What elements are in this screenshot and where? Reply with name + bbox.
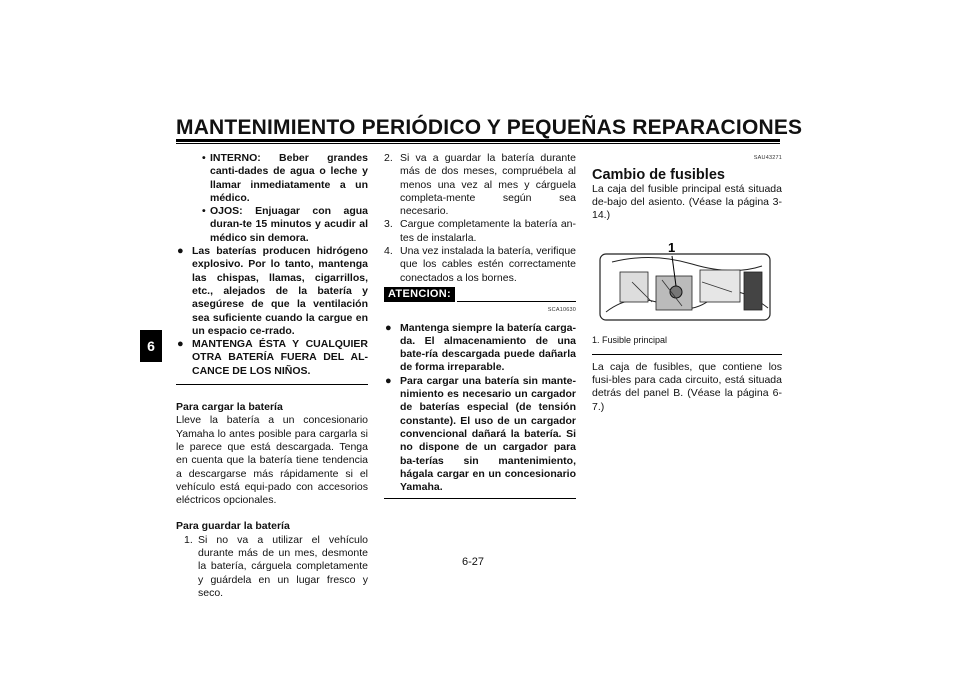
- subheading: Para cargar la batería: [176, 401, 283, 414]
- paragraph: La caja de fusibles, que contiene los fusi-bles para cada circuito, está situada detrás del panel B. (Véase la página 6-7.): [592, 360, 782, 413]
- bullet-dot-icon: •: [202, 152, 206, 164]
- fuse-box-figure: [592, 232, 782, 332]
- divider: [457, 301, 576, 302]
- filled-circle-icon: ●: [177, 338, 184, 351]
- divider: [592, 354, 782, 355]
- paragraph: La caja del fusible principal está situada de-bajo del asiento. (Véase la página 3-14.): [592, 182, 782, 222]
- column-2: [384, 152, 576, 505]
- list-item: [384, 218, 576, 245]
- paragraph: Lleve la batería a un concesionario Yamaha lo antes posible para cargarla si le parece que está descargada. Tenga en cuenta que la batería tiene tendencia a descargarse más rápidamente si el vehículo está equi-pado con accesorios eléctricos opcionales.: [176, 414, 368, 507]
- filled-circle-icon: ●: [385, 321, 392, 334]
- step-text: Si no va a utilizar el vehículo durante más de un mes, desmonte la batería, cárguela completamente y guárdela en un lugar fresco y seco.: [198, 533, 368, 599]
- list-item: [384, 245, 576, 285]
- step-text: Si va a guardar la batería durante más de dos meses, compruébela al menos una vez al mes y cárguela completa-mente según sea necesario.: [400, 152, 576, 218]
- page-number: 6-27: [462, 556, 485, 568]
- list-item-text: OJOS: Enjuagar con agua duran-te 15 minutos y acudir al médico sin demora.: [210, 205, 368, 244]
- filled-circle-icon: ●: [385, 374, 392, 387]
- figure-caption: 1. Fusible principal: [592, 335, 668, 346]
- header-rule-thin: [176, 143, 780, 144]
- step-number: 4.: [384, 245, 393, 258]
- reference-code: SAU43271: [753, 155, 782, 161]
- list-item: [176, 245, 368, 338]
- figure-callout-label: 1: [668, 240, 676, 256]
- list-item: [176, 152, 368, 205]
- step-number: 2.: [384, 152, 393, 164]
- list-item: [384, 152, 576, 218]
- page-title: MANTENIMIENTO PERIÓDICO Y PEQUEÑAS REPARACIONES: [176, 116, 803, 139]
- column-1: [176, 152, 368, 600]
- list-item-text: Las baterías producen hidrógeno explosivo. Por lo tanto, mantenga las chispas, llamas, cigarrillos, etc., alejados de la batería y asegúrese de que la ventilación sea suficiente cuando la cargue en un espacio ce-rrado.: [192, 245, 368, 337]
- list-item: [384, 375, 576, 495]
- step-text: Cargue completamente la batería an-tes de instalarla.: [400, 218, 576, 244]
- divider: [176, 384, 368, 385]
- header-rule: [176, 139, 780, 142]
- filled-circle-icon: ●: [177, 245, 184, 258]
- reference-code: SCA10630: [547, 307, 576, 314]
- list-item: [176, 534, 368, 600]
- list-item: [384, 322, 576, 375]
- divider: [384, 498, 576, 499]
- list-item-text: MANTENGA ÉSTA Y CUALQUIER OTRA BATERÍA FUERA DEL AL-CANCE DE LOS NIÑOS.: [192, 338, 368, 377]
- list-item: [176, 338, 368, 378]
- step-number: 1.: [184, 533, 193, 546]
- list-item: [176, 205, 368, 245]
- step-text: Una vez instalada la batería, verifique que los cables estén correctamente conectados a los bornes.: [400, 245, 576, 284]
- column-3: [592, 152, 782, 414]
- chapter-tab: 6: [140, 330, 162, 362]
- caution-label: ATENCION:: [384, 287, 455, 302]
- section-title: Cambio de fusibles: [592, 167, 725, 184]
- list-item-text: INTERNO: Beber grandes canti-dades de agua o leche y llamar inmediatamente a un médico.: [210, 152, 368, 204]
- step-number: 3.: [384, 218, 393, 231]
- caution-header: [384, 287, 576, 302]
- list-item-text: Para cargar una batería sin mante-nimiento es necesario un cargador de baterías especial (de tensión constante). El uso de un cargador convencional dañará la batería. Si no dispone de un cargador para ba-terías sin mantenimiento, hágala cargar en un concesionario Yamaha.: [400, 374, 576, 494]
- subheading: Para guardar la batería: [176, 520, 290, 533]
- list-item-text: Mantenga siempre la batería carga-da. El almacenamiento de una bate-ría descargada puede dañarla de forma irreparable.: [400, 321, 576, 374]
- motorcycle-fuse-illustration: [592, 232, 782, 332]
- bullet-dot-icon: •: [202, 205, 206, 218]
